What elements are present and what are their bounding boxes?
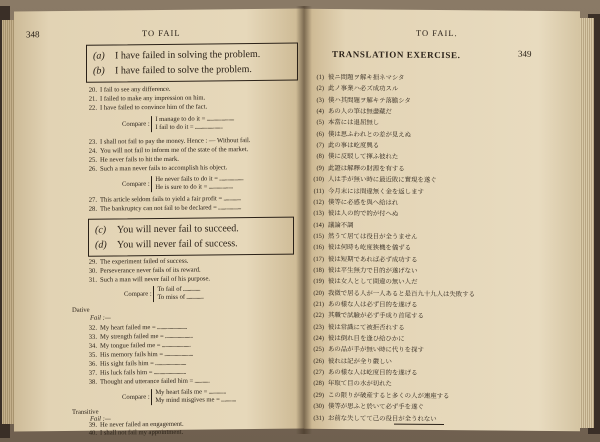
sentence-21: 21. I failed to make any impression on him. [88, 94, 206, 103]
translation-line-text: 僕等に必感を與へ給はれ [328, 198, 399, 207]
translation-line [310, 357, 392, 367]
translation-line-text: 今月末には間違無く金を返します [328, 187, 424, 196]
translation-line [310, 288, 475, 298]
sentence-25: 25. He never fails to hit the mark. [88, 155, 179, 164]
translation-line-text: 彼は短期であれば必ず成功する [328, 255, 418, 264]
translation-line-text: 人は手が無い時に最近敗に實現を遂ぐ [328, 176, 437, 185]
sentence-32: 32. My heart failed me = .......................... [88, 323, 187, 332]
translation-line-text: あの人の筆は無盡藏だ [328, 108, 392, 116]
translation-line-number: (8) [316, 153, 324, 161]
translation-line-text: 彼れは記が全り嚴しい [328, 357, 392, 366]
sentence-24: 24. You will not fail to inform me of the state of the market. [88, 146, 249, 155]
translation-line-text: 彼は何時も屹度狭機を儀ずる [328, 244, 412, 252]
translation-line [310, 175, 437, 185]
example-a: (a) I have failed in solving the problem. [93, 48, 261, 62]
translation-line-number: (10) [313, 176, 324, 184]
translation-line [310, 84, 398, 94]
translation-line-number: (15) [313, 232, 324, 240]
translation-line [310, 73, 404, 83]
translation-line-text: 僕ハ其問題ヲ解キテ落膽シタ [328, 96, 411, 105]
translation-line-number: (27) [313, 368, 324, 377]
translation-line [310, 254, 417, 264]
translation-line-number: (1) [316, 73, 324, 81]
sentence-37: 37. His luck fails him = ............................ [88, 368, 186, 377]
translation-line-number: (17) [313, 255, 324, 263]
translation-line-number: (18) [313, 266, 324, 274]
compare3-line2: To miss of [157, 293, 186, 302]
compare1-line2: I fail to do it = [155, 123, 194, 132]
translation-line-text: 其職で試驗が必ず手成り首尾する [328, 312, 424, 321]
translation-line-number: (20) [313, 289, 324, 297]
translation-line-text: 彼は倒れ目を逢ひ給ひかに [328, 335, 405, 343]
translation-line-number: (23) [313, 323, 324, 331]
translation-line [310, 141, 379, 151]
left-running-head: TO FAIL [142, 27, 181, 39]
translation-line [310, 107, 392, 117]
exercise-title: TRANSLATION EXERCISE. [332, 49, 461, 61]
example-box-2 [88, 217, 294, 257]
translation-line [310, 243, 411, 253]
example-d: (d) You will never fail of success. [95, 238, 238, 251]
compare-block-1: Compare : I manage to do it = ........................ I fail to do it = ........................ [122, 115, 235, 132]
translation-line-number: (28) [313, 380, 324, 388]
sentence-23: 23. I shall not fail to pay the money. Hence : — Without fail. [88, 137, 251, 146]
compare4-line2: My mind misgives me = [155, 396, 220, 405]
translation-line [310, 209, 398, 219]
translation-line-number: (30) [313, 403, 324, 411]
sentence-40: 40. I shall not fail my appointment. [88, 428, 184, 437]
example-c: (c) You will never fail to succeed. [95, 223, 239, 236]
translation-line-number: (31) [313, 414, 324, 422]
example-b: (b) I have failed to solve the problem. [93, 64, 252, 77]
left-page-number: 348 [26, 29, 40, 40]
translation-line-text: 此ノ事業ハ必ズ成功スル [328, 85, 399, 93]
translation-line [310, 379, 392, 389]
example-box-1 [86, 43, 298, 83]
sentence-29: 29. The experiment failed of success. [88, 257, 189, 266]
translation-line [310, 118, 379, 128]
translation-line-text: あの樣な人は必ず目的を遂げる [328, 301, 418, 309]
dative-subheading: Fail :— [90, 314, 111, 322]
compare-block-3: Compare : To fail of ............... To miss of ............... [124, 285, 204, 302]
sentence-22: 22. I have failed to convince him of the fact. [88, 103, 208, 112]
translation-line [310, 368, 417, 378]
translation-line-number: (19) [313, 278, 324, 286]
translation-line-number: (4) [316, 107, 324, 116]
translation-line [310, 323, 405, 333]
sentence-31: 31. Such a man will never fail of his purpose. [88, 275, 211, 284]
translation-line-text: 彼は常識にて被拒否れする [328, 323, 405, 332]
sentence-27: 27. This article seldom fails to yield a fair profit = ............... [88, 195, 241, 204]
dative-label: Dative [72, 306, 90, 314]
translation-line-number: (5) [316, 119, 324, 127]
translation-line-number: (13) [313, 210, 324, 218]
compare-block-2: Compare : He never fails to do it = ..................... He is sure to do it = ..................... [122, 175, 244, 192]
translation-line [310, 164, 405, 174]
book-gutter [296, 6, 312, 434]
translation-line-text: 僕に反駁して揮ふ彼れた [328, 153, 399, 162]
translation-line [310, 186, 424, 196]
translation-line [310, 402, 424, 412]
transitive-subheading: Fail :— [90, 415, 111, 423]
right-page [304, 9, 580, 431]
translation-line-text: 彼ニ問題ヲ解キ損ネマシタ [328, 74, 405, 82]
bottom-rule [394, 424, 444, 425]
translation-line [310, 277, 417, 287]
translation-line-text: 彼は女人として間違の無い人だ [328, 278, 418, 287]
translation-line [310, 232, 417, 242]
translation-line-number: (12) [313, 198, 324, 206]
translation-line [310, 334, 405, 344]
compare2-line1: He never fails to do it = [155, 175, 218, 184]
translation-line-number: (9) [316, 164, 324, 172]
left-page [14, 8, 304, 437]
sentence-34: 34. My tongue failed me = ......................... [88, 341, 191, 350]
compare1-line1: I manage to do it = [155, 115, 206, 124]
translation-line-number: (2) [316, 85, 324, 93]
translation-line-number: (11) [313, 187, 324, 195]
translation-line-text: 僕は思ふわれとの差が見えぬ [328, 130, 412, 139]
translation-line-text: 彼は平生無力で目的が遂げない [328, 266, 418, 275]
translation-line [310, 152, 398, 162]
translation-line-number: (29) [313, 391, 324, 399]
translation-line [310, 220, 354, 229]
translation-line-text: 議論不調 [328, 221, 354, 229]
sentence-35: 35. His memory fails him = ......................... [88, 350, 193, 359]
translation-line [310, 311, 424, 321]
translation-line-number: (26) [313, 357, 324, 365]
translation-line-number: (6) [316, 130, 324, 138]
translation-line-number: (16) [313, 244, 324, 252]
translation-line-text: 我微で居る人が一人あると是百九十九人は失敗する [328, 289, 475, 298]
translation-line-text: 僕等が思ふと於いて必ず手を遂ぐ [328, 403, 424, 411]
translation-line-text: あの樣な人は屹度目的を遂げる [328, 369, 418, 377]
translation-line-number: (22) [313, 312, 324, 320]
translation-line-number: (25) [313, 346, 324, 354]
sentence-33: 33. My strength failed me = ........................ [88, 332, 193, 341]
translation-line-text: 本當には退屈無し [328, 119, 380, 127]
sentence-38: 38. Thought and utterance failed him = ............. [88, 377, 210, 386]
compare2-line2: He is sure to do it = [155, 183, 208, 192]
translation-line-text: 年取て目の水が切れた [328, 380, 392, 389]
translation-line [310, 345, 424, 355]
right-page-number: 349 [518, 48, 532, 59]
translation-line [310, 413, 437, 423]
translation-line [310, 130, 411, 140]
translation-line [310, 391, 449, 401]
translation-line-number: (3) [316, 96, 324, 104]
translation-line [310, 198, 398, 208]
translation-line-text: 彼は人の的で的が付へぬ [328, 210, 399, 218]
translation-line-text: この限りが破産すると多くの人が連座する [328, 391, 450, 400]
sentence-36: 36. His sight fails him = ........................... [88, 359, 187, 368]
translation-line [310, 266, 417, 276]
sentence-20: 20. I fail to see any difference. [88, 85, 171, 94]
right-running-head: TO FAIL. [416, 27, 458, 39]
compare3-line1: To fail of [157, 285, 182, 294]
compare-label: Compare : [122, 120, 150, 128]
translation-line [310, 96, 411, 106]
compare4-line1: My heart fails me = [155, 388, 208, 397]
translation-line-text: 此の事は屹度興る [328, 142, 380, 150]
sentence-26: 26. Such a man never fails to accomplish his object. [88, 164, 228, 173]
translation-line [310, 300, 417, 310]
translation-line-number: (24) [313, 334, 324, 343]
translation-line-text: 此證は解釋の財源を有する [328, 164, 405, 173]
transitive-label: Transitive [72, 408, 99, 416]
translation-line-number: (14) [313, 221, 324, 229]
translation-line-number: (7) [316, 141, 324, 150]
translation-line-text: あの品が手が無い時に代りを探す [328, 346, 424, 355]
compare-block-4: Compare : My heart fails me = ............... My mind misgives me = ............. [122, 388, 236, 405]
sentence-39: 39. He never failed an engagement. [88, 420, 184, 429]
sentence-30: 30. Perseverance never fails of its reward. [88, 266, 201, 275]
translation-line-text: 然うて居ては役目が全うません [328, 232, 418, 241]
sentence-28: 28. The bankruptcy can not fail to be declared = .................... [88, 204, 241, 213]
translation-line-text: お前な失してて己の役目が全うれない [328, 414, 437, 423]
translation-line-number: (21) [313, 300, 324, 308]
